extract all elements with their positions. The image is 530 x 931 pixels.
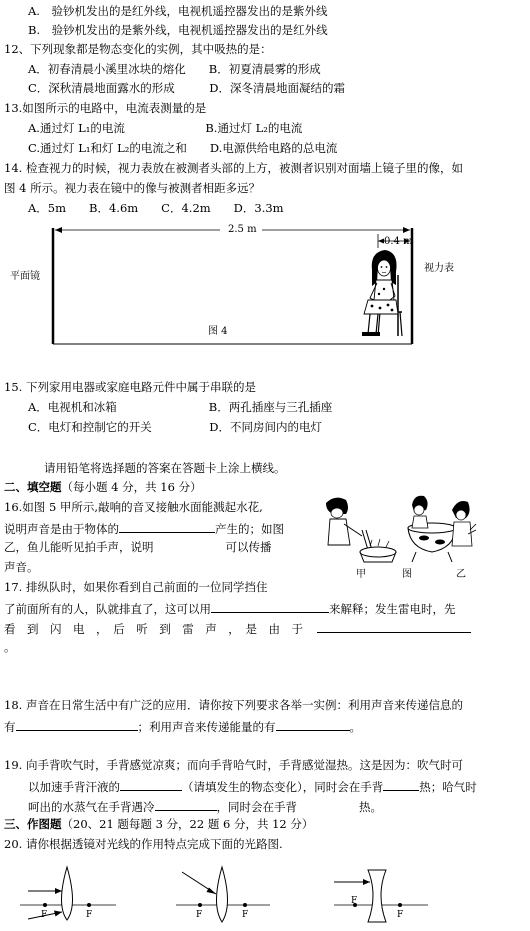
q15-options-cd: C．电灯和控制它的开关 D．不同房间内的电灯	[28, 420, 323, 434]
q19-text-f: 热。	[359, 800, 382, 814]
q11-option-a: A. 验钞机发出的是红外线，电视机遥控器发出的是紫外线	[28, 4, 328, 18]
section-3-title: 三、作图题	[4, 817, 62, 831]
q18-text-c: 。	[349, 720, 361, 734]
q19-text-a: 以加速手背汗液的	[28, 780, 120, 794]
q15-stem: 15. 下列家用电器或家庭电路元件中属于串联的是	[4, 380, 256, 394]
q17-text-b: 来解释；发生雷电时，先	[329, 602, 456, 616]
focal-label-3a: F	[351, 896, 358, 906]
q19-text-e: ，同时会在手背	[216, 800, 297, 814]
answer-sheet-hint: 请用铅笔将选择题的答案在答题卡上涂上横线。	[44, 461, 286, 475]
q14-stem-line2: 图 4 所示。视力表在镜中的像与被测者相距多远？	[4, 181, 261, 195]
q17-line1: 17. 排纵队时，如果你看到自己前面的一位同学挡住	[4, 580, 268, 594]
q18-text-b: ；利用声音来传递能量的有	[137, 720, 276, 734]
q17-line4: 。	[4, 640, 16, 654]
figure-4-caption: 图 4	[208, 326, 228, 337]
convex-lens-diagram-2	[176, 867, 270, 922]
q16-line4: 声音。	[4, 560, 39, 574]
q19-text-c: 热；哈气时	[419, 780, 477, 794]
q20-stem: 20. 请你根据透镜对光线的作用特点完成下面的光路图.	[4, 837, 283, 851]
q16-text-c: 乙，鱼儿能听见拍手声，说明	[4, 540, 154, 554]
q17-text-a: 了前面所有的人，队就排直了，这可以用	[4, 602, 211, 616]
convex-lens-diagram-1	[20, 867, 116, 920]
dimension-label-small: 0.4 m	[384, 236, 413, 247]
q16-text-a: 说明声音是由于物体的	[4, 522, 119, 536]
q12-options-cd: C．深秋清晨地面露水的形成 D．深冬清晨地面凝结的霜	[28, 81, 346, 95]
chart-label: 视力表	[424, 263, 454, 274]
q14-options: A．5m B．4.6m C．4.2m D．3.3m	[28, 201, 284, 215]
q17-text-c: 看 到 闪 电 ， 后 听 到 雷 声 ， 是 由 于	[4, 622, 303, 636]
q13-stem: 13.如图所示的电路中，电流表测量的是	[4, 101, 207, 115]
dimension-label-total: 2.5 m	[228, 224, 257, 235]
focal-label-3b: F	[397, 910, 404, 920]
q16-line1: 16.如图 5 甲所示,敲响的音叉接触水面能溅起水花,	[4, 500, 263, 514]
section-2-note: （每小题 4 分，共 16 分）	[61, 480, 202, 494]
concave-lens-diagram-3	[334, 870, 428, 922]
q18-line1: 18. 声音在日常生活中有广泛的应用．请你按下列要求各举一实例：利用声音来传递信息的	[4, 698, 463, 712]
q16-text-d: 可以传播	[225, 540, 272, 554]
q16-text-b: 产生的；如图	[215, 522, 284, 536]
mirror-label: 平面镜	[10, 271, 40, 282]
focal-label-2b: F	[242, 910, 249, 920]
section-2-title: 二、填空题	[4, 480, 62, 494]
q19-text-b: （请填发生的物态变化），同时会在手背	[182, 780, 384, 794]
q14-stem-line1: 14. 检查视力的时候，视力表放在被测者头部的上方，被测者识别对面墙上镜子里的像，如	[4, 161, 463, 175]
q19-line1: 19. 向手背吹气时，手背感觉凉爽；而向手背哈气时，手背感觉湿热。这是因为：吹气时可	[4, 758, 463, 772]
q12-options-ab: A．初春清晨小溪里冰块的熔化 B．初夏清晨雾的形成	[28, 62, 321, 76]
q13-options-cd: C.通过灯 L₁和灯 L₂的电流之和 D.电源供给电路的总电流	[28, 141, 338, 155]
q12-stem: 12、下列现象都是物态变化的实例，其中吸热的是：	[4, 42, 272, 56]
q11-option-b: B. 验钞机发出的是紫外线，电视机遥控器发出的是红外线	[28, 23, 328, 37]
fig5-label-tu: 图	[402, 569, 412, 580]
focal-label-1b: F	[86, 910, 93, 920]
focal-label-2a: F	[196, 910, 203, 920]
focal-label-1a: F	[41, 910, 48, 920]
q15-options-ab: A．电视机和冰箱 B．两孔插座与三孔插座	[28, 400, 333, 414]
fig5-label-jia: 甲	[356, 569, 366, 580]
section-3-note: （20、21 题每题 3 分，22 题 6 分，共 12 分）	[61, 817, 314, 831]
q18-text-a: 有	[4, 720, 16, 734]
q19-text-d: 呵出的水蒸气在手背遇冷	[28, 800, 155, 814]
fig5-label-yi: 乙	[456, 569, 466, 580]
q13-options-ab: A.通过灯 L₁的电流 B.通过灯 L₂的电流	[28, 121, 303, 135]
